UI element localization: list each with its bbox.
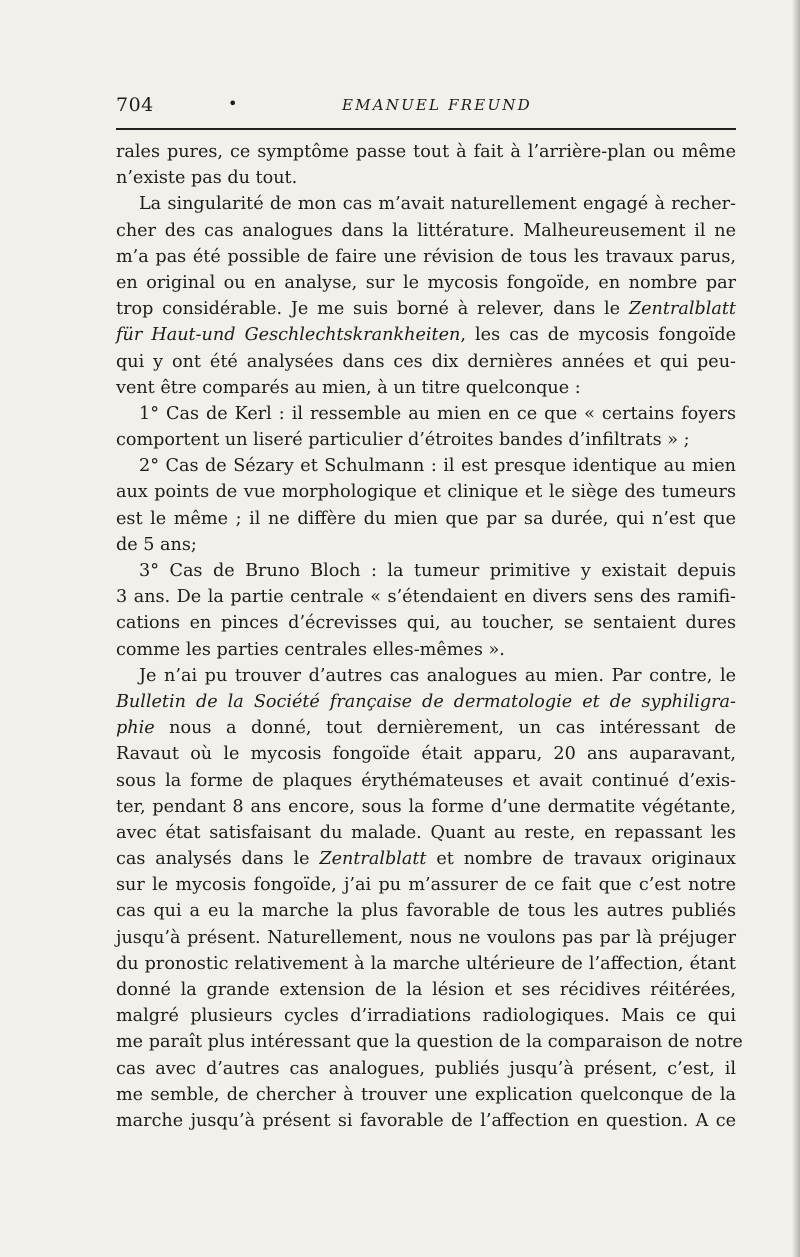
text-line — [116, 453, 736, 479]
text-line — [116, 977, 736, 1003]
italic-text: Zentralblatt — [628, 299, 736, 320]
line-text: marche jusqu’à présent si favorable de l’affection en question. A ce — [116, 1110, 736, 1131]
line-text: me paraît plus intéressant que la question de la comparaison de notre — [116, 1032, 743, 1053]
text-line — [116, 165, 736, 191]
text-line — [116, 296, 736, 322]
text-line — [116, 610, 736, 636]
line-text: donné la grande extension de la lésion et ses récidives réitérées, — [116, 980, 736, 1000]
line-text: comme les parties centrales elles-mêmes ». — [116, 639, 505, 660]
line-text: avec état satisfaisant du malade. Quant au reste, en repassant les — [116, 822, 736, 843]
text-line — [116, 427, 736, 453]
text-line — [116, 375, 736, 401]
page-header — [116, 94, 736, 124]
line-text: trop considérable. Je me suis borné à relever, dans le — [116, 299, 629, 320]
running-head: EMANUEL FREUND — [342, 96, 532, 114]
line-text: malgré plusieurs cycles d’irradiations radiologiques. Mais ce qui — [116, 1006, 736, 1027]
line-text: ter, pendant 8 ans encore, sous la forme d’une dermatite végétante, — [116, 796, 736, 817]
text-line — [116, 768, 736, 794]
line-text: cas qui a eu la marche la plus favorable de tous les autres publiés — [116, 901, 736, 922]
line-text: de 5 ans; — [116, 534, 197, 555]
text-line — [116, 506, 736, 532]
text-line — [116, 1003, 736, 1029]
text-line — [116, 1082, 736, 1108]
line-text: sous la forme de plaques érythémateuses et avait continué d’exis- — [116, 770, 736, 791]
line-text: cations en pinces d’écrevisses qui, au toucher, se sentaient dures — [116, 613, 736, 634]
line-text: cas avec d’autres cas analogues, publiés jusqu’à présent, c’est, il — [116, 1058, 736, 1079]
line-text: 1° Cas de Kerl : il ressemble au mien en ce que « certains foyers — [139, 403, 736, 424]
text-line — [116, 322, 736, 348]
text-line — [116, 637, 736, 663]
line-text: et nombre de travaux originaux — [426, 849, 736, 870]
text-line — [116, 139, 736, 165]
text-line — [116, 532, 736, 558]
text-line — [116, 663, 736, 689]
text-line — [116, 741, 736, 767]
text-line — [116, 794, 736, 820]
line-text: jusqu’à présent. Naturellement, nous ne voulons pas par là préjuger — [116, 927, 736, 948]
line-text: rales pures, ce symptôme passe tout à fait à l’arrière-plan ou même — [116, 142, 736, 162]
line-text: qui y ont été analysées dans ces dix dernières années et qui peu- — [116, 351, 736, 372]
line-text: La singularité de mon cas m’avait naturellement engagé à recher- — [139, 194, 736, 215]
line-text: aux points de vue morphologique et clinique et le siège des tumeurs — [116, 482, 736, 503]
text-line — [116, 479, 736, 505]
text-line — [116, 1056, 736, 1082]
line-text: du pronostic relativement à la marche ultérieure de l’affection, étant — [116, 953, 736, 974]
line-text: sur le mycosis fongoïde, j’ai pu m’assurer de ce fait que c’est notre — [116, 875, 736, 896]
line-text: cher des cas analogues dans la littérature. Malheureusement il ne — [116, 220, 736, 241]
text-line — [116, 349, 736, 375]
line-text: 3° Cas de Bruno Bloch : la tumeur primitive y existait depuis — [139, 561, 736, 581]
line-text: 3 ans. De la partie centrale « s’étendaient en divers sens des ramifi- — [116, 587, 736, 608]
text-line — [116, 558, 736, 584]
text-line — [116, 1029, 743, 1055]
text-line — [116, 270, 736, 296]
text-line — [116, 820, 736, 846]
header-dot: • — [228, 94, 238, 113]
line-text: Je n’ai pu trouver d’autres cas analogues au mien. Par contre, le — [139, 665, 736, 686]
text-line — [116, 1108, 736, 1134]
line-text: vent être comparés au mien, à un titre quelconque : — [116, 377, 581, 398]
text-line — [116, 898, 736, 924]
line-text: est le même ; il ne diffère du mien que par sa durée, qui n’est que — [116, 508, 736, 529]
text-line — [116, 401, 736, 427]
line-text: , les cas de mycosis fongoïde — [460, 325, 737, 346]
line-text: Ravaut où le mycosis fongoïde était apparu, 20 ans auparavant, — [116, 744, 736, 765]
italic-text: Zentralblatt — [319, 849, 427, 870]
line-text: en original ou en analyse, sur le mycosis fongoïde, en nombre par — [116, 272, 736, 293]
italic-text: phie — [116, 718, 155, 739]
line-text: comportent un liseré particulier d’étroites bandes d’infiltrats » ; — [116, 430, 690, 451]
text-line — [116, 191, 736, 217]
line-text: 2° Cas de Sézary et Schulmann : il est presque identique au mien — [139, 456, 736, 477]
line-text: nous a donné, tout dernièrement, un cas intéressant de — [154, 718, 736, 739]
page-number: 704 — [116, 94, 154, 116]
line-text: cas analysés dans le — [116, 849, 320, 870]
line-text: me semble, de chercher à trouver une explication quelconque de la — [116, 1084, 736, 1105]
italic-text: für Haut-und Geschlechtskrankheiten — [116, 325, 461, 346]
text-line — [116, 872, 736, 898]
text-line — [116, 244, 736, 270]
text-line — [116, 951, 736, 977]
text-line — [116, 584, 736, 610]
text-line — [116, 715, 736, 741]
italic-text: Bulletin de la Société française de dermatologie et de syphiligra- — [116, 691, 736, 712]
line-text: n’existe pas du tout. — [116, 168, 298, 189]
line-text: m’a pas été possible de faire une révision de tous les travaux parus, — [116, 246, 736, 267]
page-edge-shadow — [792, 0, 800, 1257]
text-line — [116, 689, 736, 715]
text-line — [116, 846, 736, 872]
text-line — [116, 925, 736, 951]
header-rule — [116, 128, 736, 130]
body-text — [116, 139, 743, 1134]
text-line — [116, 218, 736, 244]
